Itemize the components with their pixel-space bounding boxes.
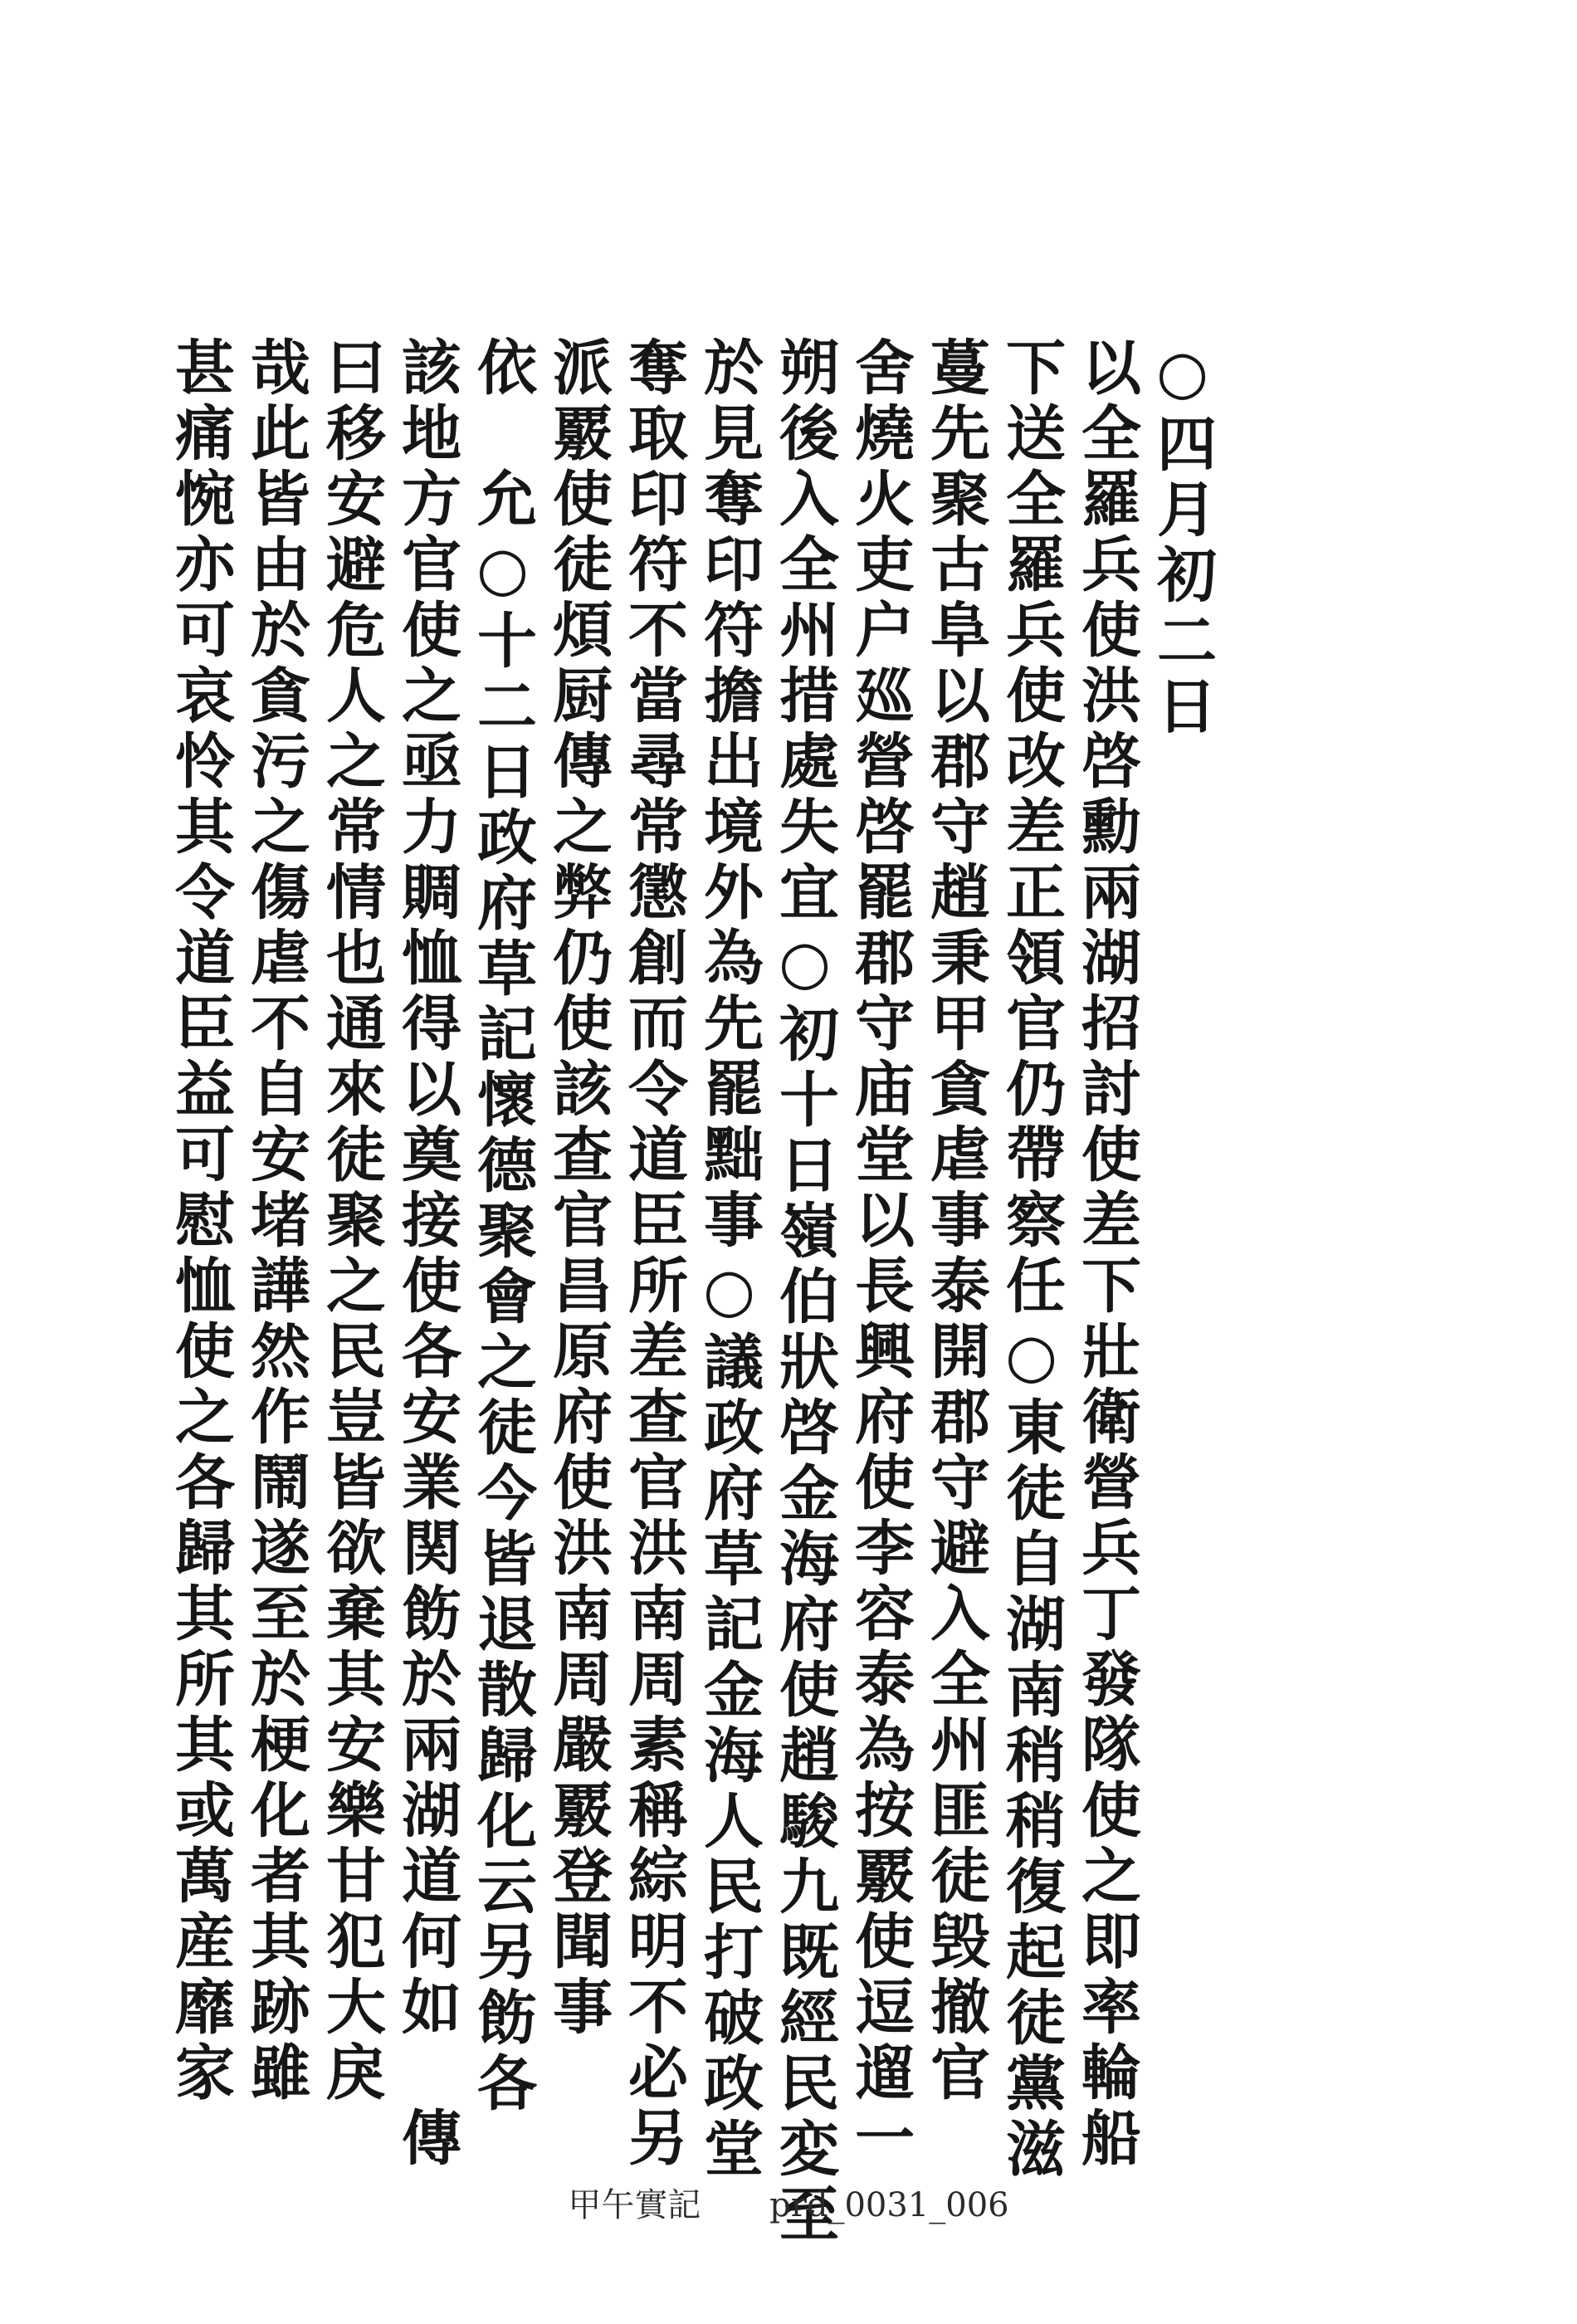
text-column-4: 蔓先聚古阜以郡守趙秉甲貪虐事泰開郡守避入全州匪徒毁撤官: [920, 336, 991, 2107]
text-column-10: 依 允○十二日政府草記懷德聚會之徒今皆退散歸化云另飭各: [467, 336, 538, 2117]
page-footer: [0, 2179, 1577, 2226]
text-column-1: ○四月初二日: [1147, 336, 1218, 740]
text-column-9: 派覈使徒煩厨傳之弊仍使該查官昌原府使洪南周嚴覈登聞事: [543, 336, 613, 2041]
text-column-5: 舍燒火吏户廵營啓罷郡守庙堂以長興府使李容泰為按覈使逗遛一: [845, 336, 915, 2172]
text-column-14: 甚痛惋亦可哀怜其令道臣益可慰恤使之各歸其所其或萬産靡家: [165, 336, 236, 2107]
text-column-2: 以全羅兵使洪啓勳兩湖招討使差下壯衛營兵丁發隊使之即率輪船: [1072, 336, 1142, 2172]
text-column-3: 下送全羅兵使改差正領官仍帶察任○東徒自湖南稍稍復起徒黨滋: [996, 336, 1067, 2183]
text-column-11: 該地方官使之亟力賙恤得以奠接使各安業関飭於兩湖道何如 傳: [392, 336, 462, 2172]
book-title: 甲午實記: [568, 2186, 701, 2224]
text-column-8: 奪取印符不當尋常懲創而令道臣所差查官洪南周素稱綜明不必另: [618, 336, 689, 2172]
text-column-7: 於見奪印符擔出境外為先罷黜事○議政府草記金海人民打破政堂: [694, 336, 764, 2183]
page-identifier: prd_0031_006: [769, 2186, 1009, 2224]
text-column-6: 朔後入全州措處失宜○初十日嶺伯狀啓金海府使趙駿九既經民変至: [769, 336, 840, 2248]
text-column-13: 哉此皆由於貪污之傷虐不自安堵譁然作鬧遂至於梗化者其跡雖: [241, 336, 311, 2107]
text-column-12: 曰移安避危人之常情也通來徒聚之民豈皆欲棄其安樂甘犯大戾: [316, 336, 387, 2107]
